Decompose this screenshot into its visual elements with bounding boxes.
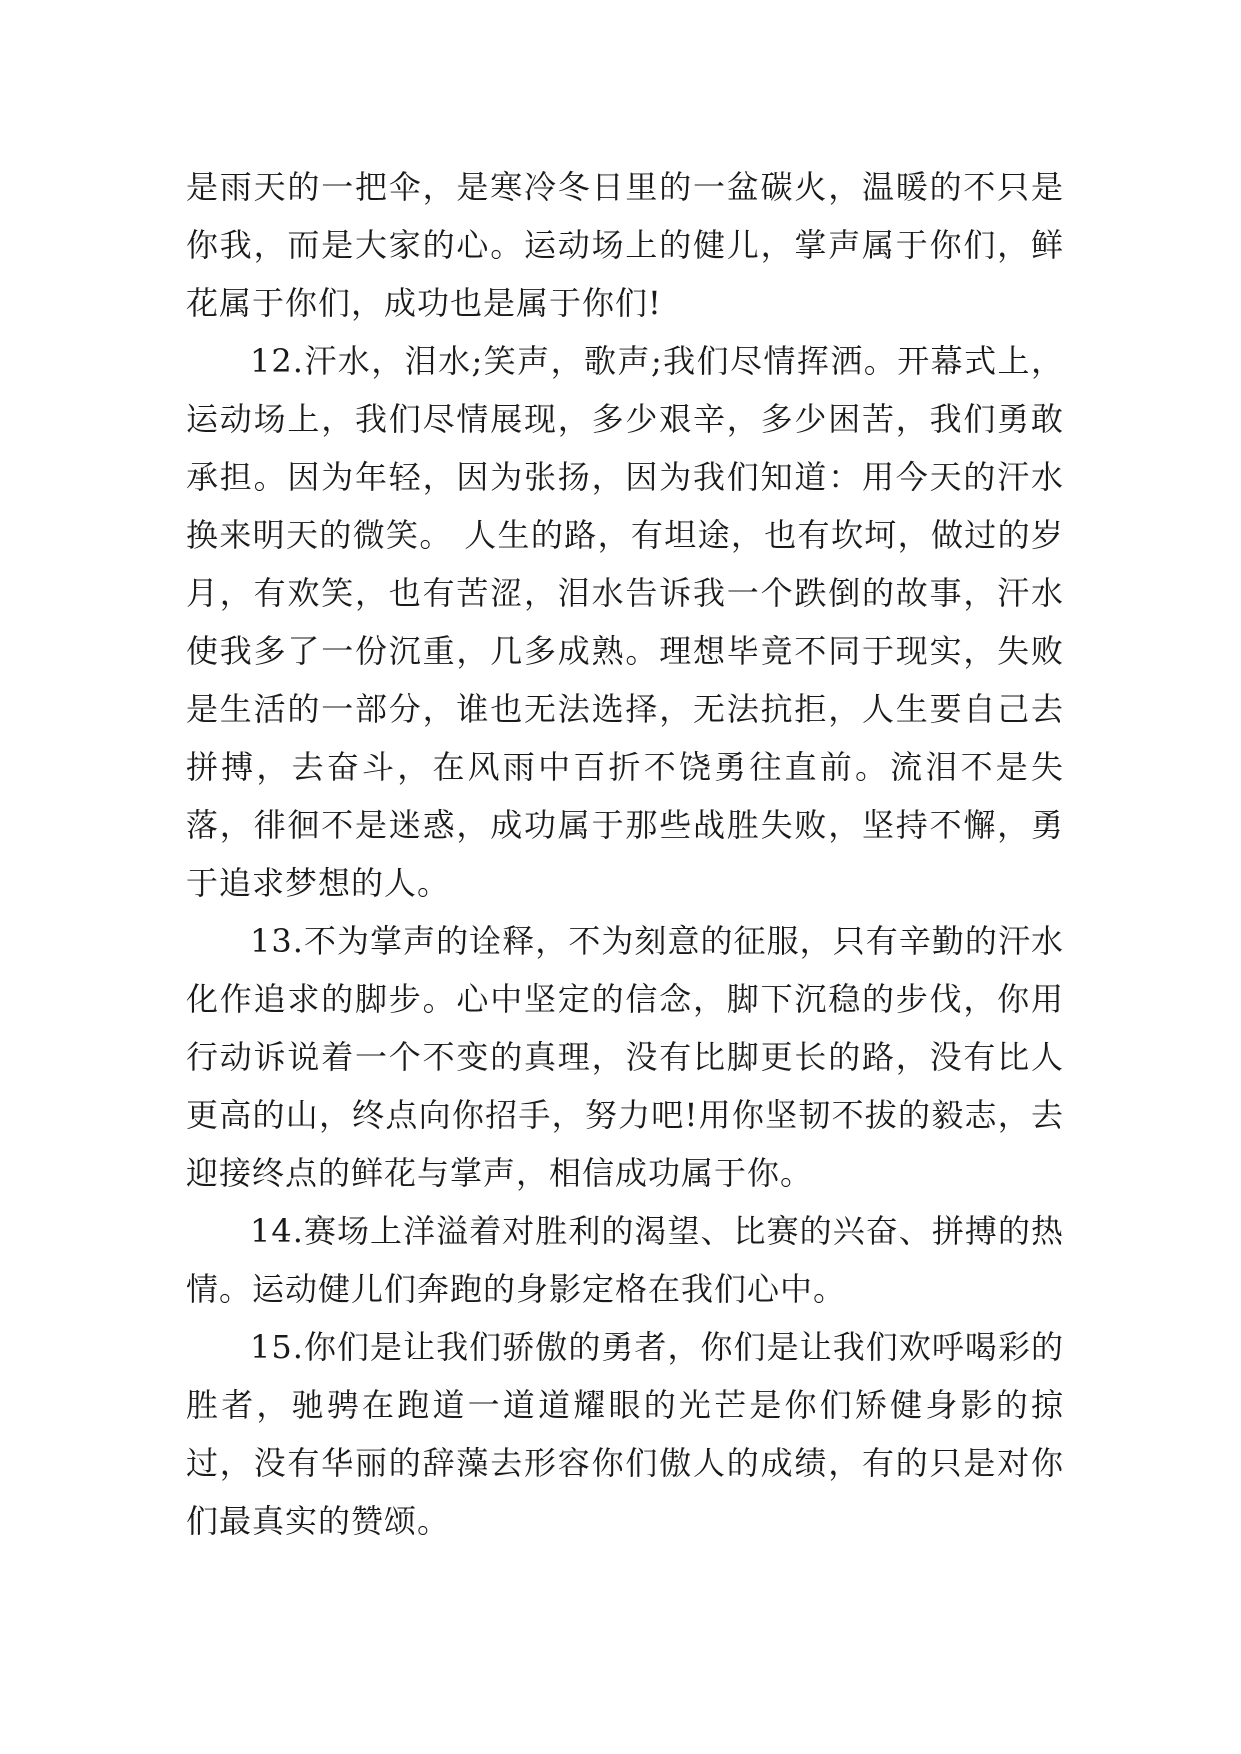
paragraph-1: 是雨天的一把伞，是寒冷冬日里的一盆碳火，温暖的不只是你我，而是大家的心。运动场上的健儿，掌声属于你们，鲜花属于你们，成功也是属于你们!	[186, 168, 1064, 322]
paragraph-3: 13.不为掌声的诠释，不为刻意的征服，只有辛勤的汗水化作追求的脚步。心中坚定的信念，脚下沉稳的步伐，你用行动诉说着一个不变的真理，没有比脚更长的路，没有比人更高的山，终点向你招手，努力吧!用你坚韧不拔的毅志，去迎接终点的鲜花与掌声，相信成功属于你。	[186, 922, 1064, 1192]
paragraph-4: 14.赛场上洋溢着对胜利的渴望、比赛的兴奋、拼搏的热情。运动健儿们奔跑的身影定格在我们心中。	[186, 1212, 1064, 1308]
document-body	[186, 158, 1064, 1550]
paragraph-5: 15.你们是让我们骄傲的勇者，你们是让我们欢呼喝彩的胜者，驰骋在跑道一道道耀眼的光芒是你们矫健身影的掠过，没有华丽的辞藻去形容你们傲人的成绩，有的只是对你们最真实的赞颂。	[186, 1328, 1064, 1540]
paragraph-2: 12.汗水，泪水;笑声，歌声;我们尽情挥洒。开幕式上，运动场上，我们尽情展现，多少艰辛，多少困苦，我们勇敢承担。因为年轻，因为张扬，因为我们知道：用今天的汗水换来明天的微笑。 人生的路，有坦途，也有坎坷，做过的岁月，有欢笑，也有苦涩，泪水告诉我一个跌倒的故事，汗水使我多了一份沉重，几多成熟。理想毕竟不同于现实，失败是生活的一部分，谁也无法选择，无法抗拒，人生要自己去拼搏，去奋斗，在风雨中百折不饶勇往直前。流泪不是失落，徘徊不是迷惑，成功属于那些战胜失败，坚持不懈，勇于追求梦想的人。	[186, 342, 1064, 902]
